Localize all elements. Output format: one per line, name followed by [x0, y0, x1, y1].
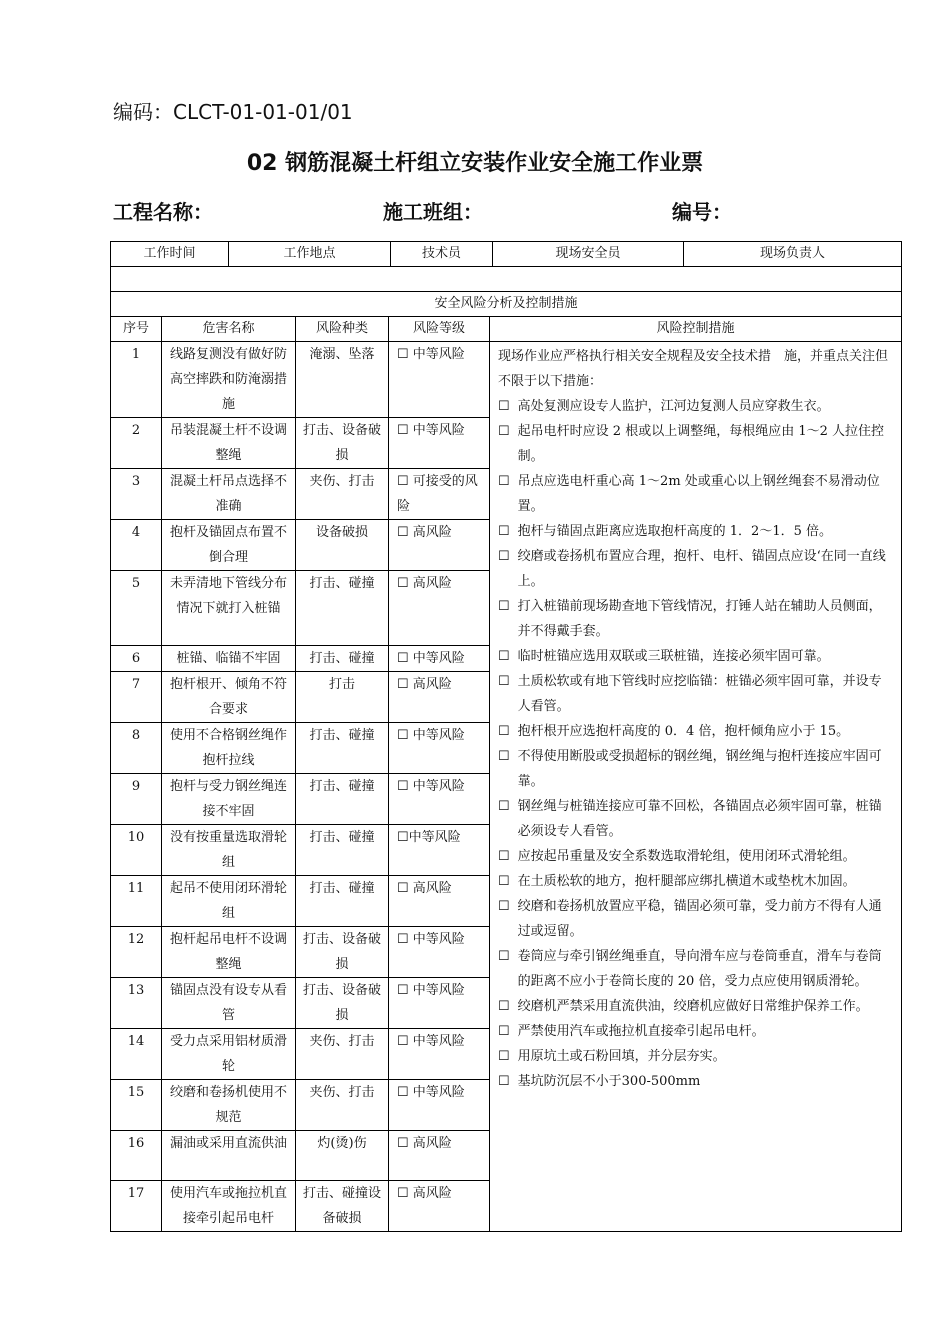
measure-text: 严禁使用汽车或拖拉机直接牵引起吊电杆。	[517, 1024, 765, 1039]
row-number: 15	[111, 1080, 162, 1131]
risk-type: 打击、碰撞	[296, 774, 389, 825]
row-number: 4	[111, 520, 162, 571]
info-row	[111, 242, 902, 267]
checkbox-icon[interactable]: ☐	[498, 599, 510, 614]
risk-level[interactable]: ☐ 中等风险	[389, 418, 490, 469]
risk-level[interactable]: ☐ 可接受的风险	[389, 469, 490, 520]
hazard-name: 使用汽车或拖拉机直接牵引起吊电杆	[162, 1181, 296, 1232]
checkbox-icon[interactable]: ☐	[498, 424, 510, 439]
checkbox-icon[interactable]: ☐	[498, 949, 510, 964]
risk-level[interactable]: ☐ 中等风险	[389, 646, 490, 672]
hazard-name: 抱杆与受力钢丝绳连接不牢固	[162, 774, 296, 825]
measure-item	[498, 744, 893, 794]
checkbox-icon[interactable]: ☐	[498, 874, 510, 889]
checkbox-icon[interactable]: ☐	[498, 474, 510, 489]
risk-type: 打击、设备破损	[296, 927, 389, 978]
measure-text: 打入桩锚前现场勘查地下管线情况，打锤人站在辅助人员侧面，并不得戴手套。	[517, 599, 882, 639]
risk-type: 夹伤、打击	[296, 1029, 389, 1080]
measure-item	[498, 719, 893, 744]
risk-type: 打击、碰撞	[296, 876, 389, 927]
checkbox-icon[interactable]: ☐	[498, 399, 510, 414]
hazard-name: 漏油或采用直流供油	[162, 1131, 296, 1181]
row-number: 11	[111, 876, 162, 927]
checkbox-icon[interactable]: ☐	[498, 649, 510, 664]
measure-item	[498, 594, 893, 644]
measure-item	[498, 994, 893, 1019]
risk-type: 灼(烫)伤	[296, 1131, 389, 1181]
risk-level[interactable]: ☐ 中等风险	[389, 774, 490, 825]
risk-level[interactable]: ☐ 高风险	[389, 1181, 490, 1232]
checkbox-icon[interactable]: ☐	[498, 724, 510, 739]
risk-level[interactable]: ☐ 高风险	[389, 672, 490, 723]
risk-type: 打击、碰撞设备破损	[296, 1181, 389, 1232]
checkbox-icon[interactable]: ☐	[498, 899, 510, 914]
risk-type: 打击、设备破损	[296, 418, 389, 469]
row-number: 13	[111, 978, 162, 1029]
row-number: 14	[111, 1029, 162, 1080]
column-header-row	[111, 317, 902, 342]
col-header-no: 序号	[111, 317, 162, 342]
measure-text: 绞磨和卷扬机放置应平稳，锚固必须可靠，受力前方不得有人通过或逗留。	[517, 899, 882, 939]
measure-text: 用原坑土或石粉回填，并分层夯实。	[517, 1049, 726, 1064]
measure-item	[498, 394, 893, 419]
checkbox-icon[interactable]: ☐	[498, 1049, 510, 1064]
technician-label: 技术员	[391, 242, 493, 266]
measure-text: 在土质松软的地方，抱杆腿部应绑扎横道木或垫枕木加固。	[517, 874, 856, 889]
table-row	[111, 342, 902, 418]
measure-text: 绞磨机严禁采用直流供油，绞磨机应做好日常维护保养工作。	[517, 999, 869, 1014]
measure-text: 临时桩锚应选用双联或三联桩锚，连接必须牢固可靠。	[517, 649, 830, 664]
row-number: 8	[111, 723, 162, 774]
risk-type: 夹伤、打击	[296, 1080, 389, 1131]
hazard-name: 桩锚、临锚不牢固	[162, 646, 296, 672]
risk-level[interactable]: ☐ 高风险	[389, 876, 490, 927]
hazard-name: 使用不合格钢丝绳作抱杆拉线	[162, 723, 296, 774]
blank-cell[interactable]	[111, 267, 902, 292]
measure-item	[498, 1044, 893, 1069]
measure-text: 高处复测应设专人监护，江河边复测人员应穿救生衣。	[517, 399, 830, 414]
section-title: 安全风险分析及控制措施	[111, 292, 902, 317]
safety-officer-label: 现场安全员	[493, 242, 684, 266]
measure-text: 绞磨或卷扬机布置应合理，抱杆、电杆、锚固点应设‘在同一直线上。	[517, 549, 886, 589]
measure-text: 起吊电杆时应设 2 根或以上调整绳，每根绳应由 1～2 人拉住控制。	[517, 424, 884, 464]
measure-item	[498, 669, 893, 719]
checkbox-icon[interactable]: ☐	[498, 849, 510, 864]
hazard-name: 混凝土杆吊点选择不准确	[162, 469, 296, 520]
risk-level[interactable]: ☐ 高风险	[389, 571, 490, 646]
checkbox-icon[interactable]: ☐	[498, 524, 510, 539]
hazard-name: 线路复测没有做好防高空摔跌和防淹溺措施	[162, 342, 296, 418]
row-number: 16	[111, 1131, 162, 1181]
measure-item	[498, 894, 893, 944]
document-title: 02 钢筋混凝土杆组立安装作业安全施工作业票	[246, 151, 704, 176]
measure-text: 土质松软或有地下管线时应挖临锚：桩锚必须牢固可靠，并设专人看管。	[517, 674, 882, 714]
checkbox-icon[interactable]: ☐	[498, 1074, 510, 1089]
measure-item	[498, 644, 893, 669]
hazard-name: 抱杆根开、倾角不符合要求	[162, 672, 296, 723]
measure-item	[498, 944, 893, 994]
hazard-name: 吊装混凝土杆不设调整绳	[162, 418, 296, 469]
risk-type: 夹伤、打击	[296, 469, 389, 520]
risk-type: 打击、碰撞	[296, 825, 389, 876]
row-number: 3	[111, 469, 162, 520]
measure-item	[498, 844, 893, 869]
measure-text: 卷筒应与牵引钢丝绳垂直，导向滑车应与卷筒垂直，滑车与卷筒的距离不应小于卷筒长度的 20 倍，受力点应使用钢质滑轮。	[517, 949, 882, 989]
document-code: 编码：CLCT-01-01-01/01	[113, 100, 353, 124]
measure-text: 基坑防沉层不小于300-500mm	[517, 1074, 701, 1089]
measure-item	[498, 419, 893, 469]
row-number: 12	[111, 927, 162, 978]
work-ticket-table	[110, 241, 902, 1232]
col-header-measures: 风险控制措施	[490, 317, 902, 342]
risk-type: 设备破损	[296, 520, 389, 571]
control-measures-cell	[490, 342, 902, 1232]
risk-level[interactable]: ☐ 中等风险	[389, 1029, 490, 1080]
work-time-label: 工作时间	[111, 242, 229, 266]
risk-type: 打击	[296, 672, 389, 723]
hazard-name: 未弄清地下管线分布情况下就打入桩锚	[162, 571, 296, 646]
checkbox-icon[interactable]: ☐	[498, 799, 510, 814]
risk-level[interactable]: ☐ 高风险	[389, 520, 490, 571]
risk-type: 打击、设备破损	[296, 978, 389, 1029]
hazard-name: 受力点采用铝材质滑轮	[162, 1029, 296, 1080]
risk-level[interactable]: ☐ 中等风险	[389, 723, 490, 774]
hazard-name: 抱杆及锚固点布置不倒合理	[162, 520, 296, 571]
measure-text: 不得使用断股或受损超标的钢丝绳，钢丝绳与抱杆连接应牢固可靠。	[517, 749, 882, 789]
row-number: 5	[111, 571, 162, 646]
risk-level[interactable]: ☐中等风险	[389, 825, 490, 876]
measure-item	[498, 519, 893, 544]
risk-type: 打击、碰撞	[296, 646, 389, 672]
measure-item	[498, 1069, 893, 1094]
site-manager-label: 现场负责人	[760, 246, 826, 261]
work-place-label: 工作地点	[229, 242, 391, 266]
row-number: 17	[111, 1181, 162, 1232]
row-number: 1	[111, 342, 162, 418]
measure-item	[498, 794, 893, 844]
risk-type: 淹溺、坠落	[296, 342, 389, 418]
number-label: 编号：	[672, 200, 732, 224]
row-number: 10	[111, 825, 162, 876]
checkbox-icon[interactable]: ☐	[498, 674, 510, 689]
measure-text: 抱杆根开应选抱杆高度的 0．4 倍，抱杆倾角应小于 15。	[517, 724, 850, 739]
measure-item	[498, 469, 893, 519]
hazard-name: 抱杆起吊电杆不设调整绳	[162, 927, 296, 978]
hazard-name: 锚固点没有设专从看管	[162, 978, 296, 1029]
checkbox-icon[interactable]: ☐	[498, 549, 510, 564]
row-number: 9	[111, 774, 162, 825]
blank-row	[111, 267, 902, 292]
row-number: 6	[111, 646, 162, 672]
project-name-label: 工程名称：	[113, 200, 213, 224]
section-title-row	[111, 292, 902, 317]
measure-item	[498, 869, 893, 894]
measure-text: 应按起吊重量及安全系数选取滑轮组，使用闭环式滑轮组。	[517, 849, 856, 864]
hazard-name: 起吊不使用闭环滑轮组	[162, 876, 296, 927]
checkbox-icon[interactable]: ☐	[498, 749, 510, 764]
risk-level[interactable]: ☐ 中等风险	[389, 927, 490, 978]
row-number: 2	[111, 418, 162, 469]
risk-level[interactable]: ☐ 中等风险	[389, 1080, 490, 1131]
hazard-name: 没有按重量选取滑轮组	[162, 825, 296, 876]
col-header-hazard: 危害名称	[162, 317, 296, 342]
risk-level[interactable]: ☐ 中等风险	[389, 342, 490, 418]
row-number: 7	[111, 672, 162, 723]
team-label: 施工班组：	[383, 200, 483, 224]
measure-item	[498, 1019, 893, 1044]
measure-text: 抱杆与锚固点距离应选取抱杆高度的 1．2～1．5 倍。	[517, 524, 833, 539]
risk-type: 打击、碰撞	[296, 723, 389, 774]
measures-intro: 现场作业应严格执行相关安全规程及安全技术措 施，并重点关注但不限于以下措施：	[498, 349, 889, 389]
col-header-risk-level: 风险等级	[389, 317, 490, 342]
measure-item	[498, 544, 893, 594]
checkbox-icon[interactable]: ☐	[498, 999, 510, 1014]
measure-text: 钢丝绳与桩锚连接应可靠不回松，各锚固点必须牢固可靠，桩锚必须设专人看管。	[517, 799, 882, 839]
risk-level[interactable]: ☐ 高风险	[389, 1131, 490, 1181]
risk-type: 打击、碰撞	[296, 571, 389, 646]
col-header-risk-type: 风险种类	[296, 317, 389, 342]
risk-level[interactable]: ☐ 中等风险	[389, 978, 490, 1029]
hazard-name: 绞磨和卷扬机使用不规范	[162, 1080, 296, 1131]
measure-text: 吊点应选电杆重心高 1～2m 处或重心以上钢丝绳套不易滑动位置。	[517, 474, 880, 514]
checkbox-icon[interactable]: ☐	[498, 1024, 510, 1039]
